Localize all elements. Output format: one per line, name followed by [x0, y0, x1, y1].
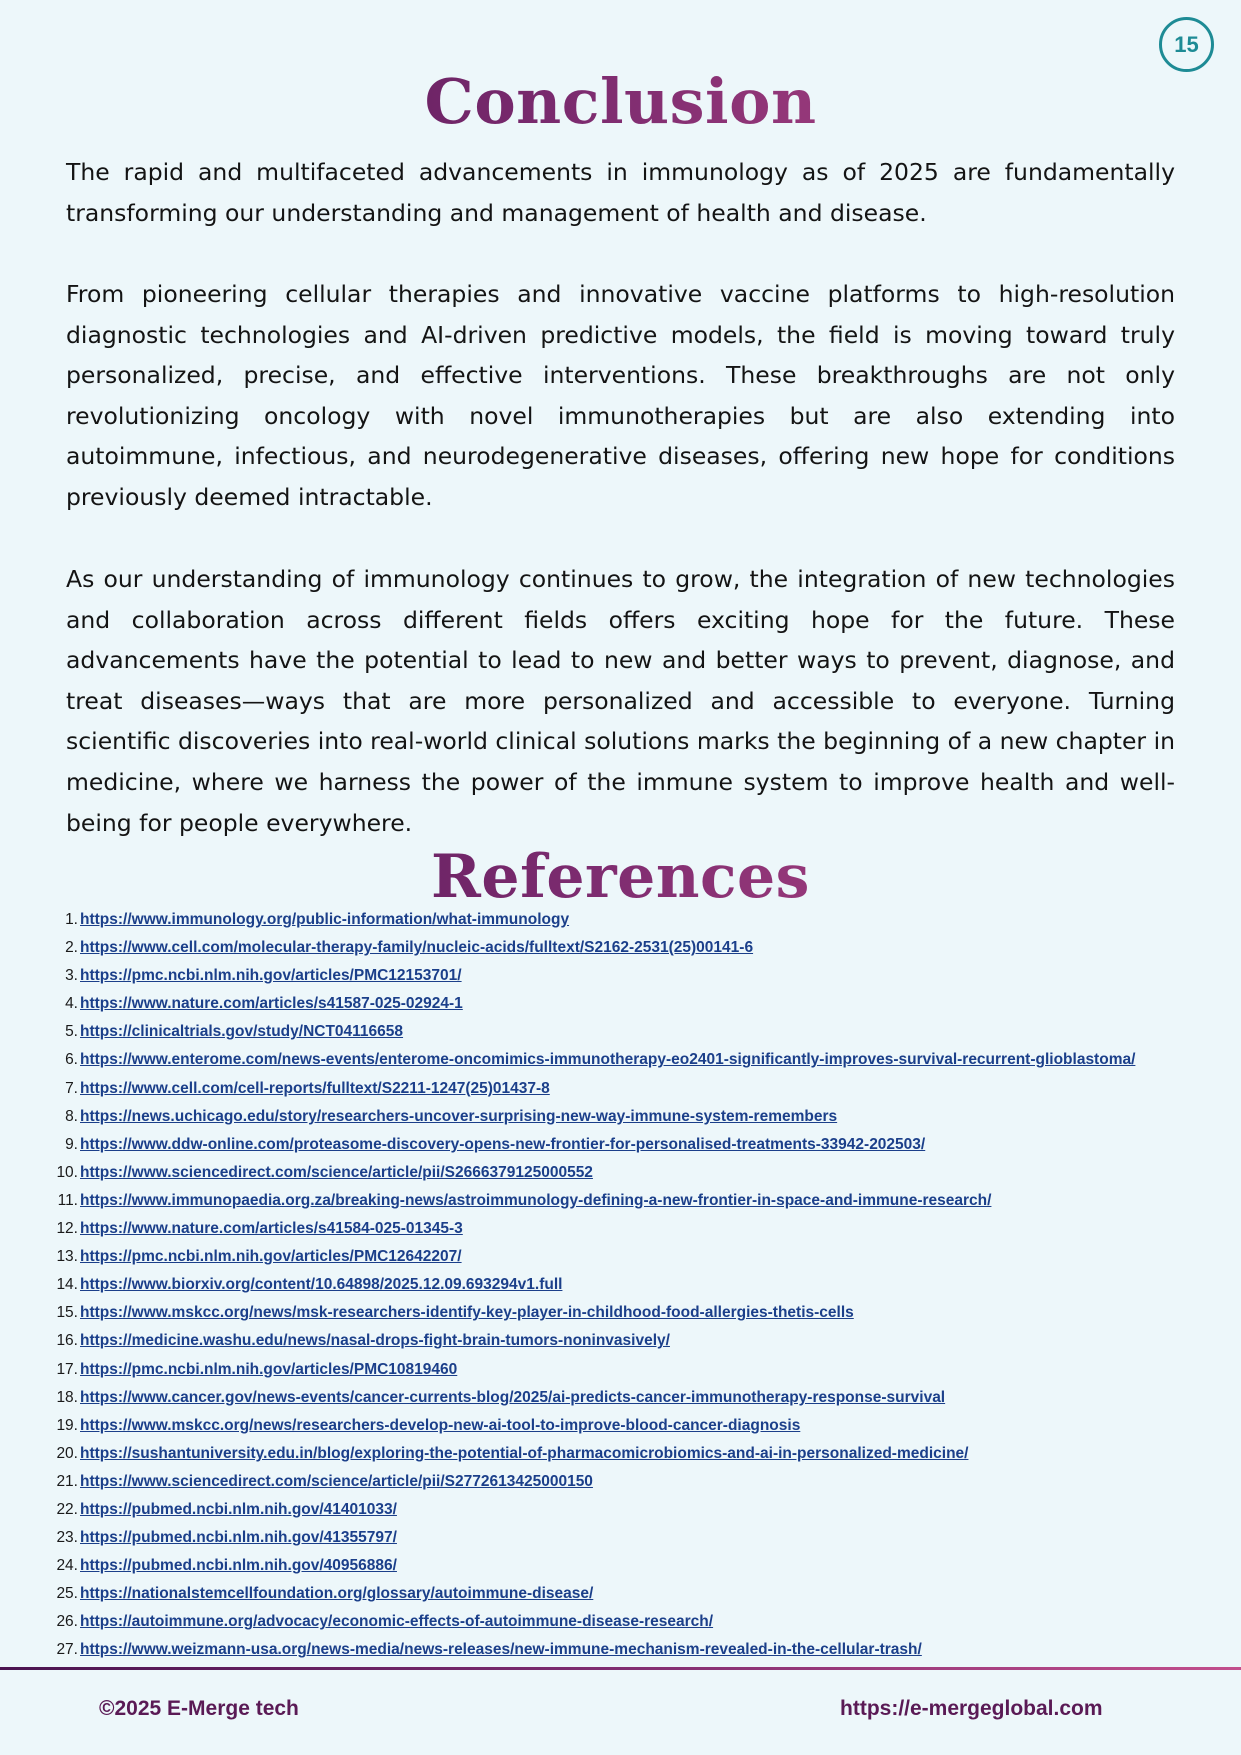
reference-number: 22. — [56, 1500, 78, 1518]
reference-item — [50, 1018, 1135, 1046]
footer-copyright: ©2025 E-Merge tech — [99, 1697, 299, 1720]
reference-item — [50, 1327, 1135, 1355]
reference-item — [50, 1636, 1135, 1664]
reference-link[interactable]: https://www.biorxiv.org/content/10.64898/2025.12.09.693294v1.full — [80, 1276, 563, 1294]
reference-number: 18. — [56, 1388, 78, 1406]
reference-link[interactable]: https://www.sciencedirect.com/science/article/pii/S2772613425000150 — [80, 1472, 593, 1490]
reference-number: 20. — [56, 1444, 78, 1462]
reference-item — [50, 1243, 1135, 1271]
reference-item — [50, 934, 1135, 962]
reference-link[interactable]: https://pubmed.ncbi.nlm.nih.gov/41355797/ — [80, 1529, 397, 1547]
reference-link[interactable]: https://pmc.ncbi.nlm.nih.gov/articles/PMC12642207/ — [80, 1248, 462, 1266]
reference-number: 21. — [56, 1472, 78, 1490]
reference-number: 8. — [65, 1107, 78, 1125]
reference-link[interactable]: https://nationalstemcellfoundation.org/glossary/autoimmune-disease/ — [80, 1585, 594, 1603]
reference-number: 27. — [56, 1641, 78, 1659]
reference-item — [50, 1608, 1135, 1636]
reference-item — [50, 1552, 1135, 1580]
paragraph-text: From pioneering cellular therapies and innovative vaccine platforms to high-resolution diagnostic technologies and AI-driven predictive models, the field is moving toward truly personalized, precise, and effective interventions. These breakthroughs are not only revolutionizing oncology with novel immunotherapies but are also extending into autoimmune, infectious, and neurodegenerative diseases, offering new hope for conditions previously deemed intractable. — [66, 280, 1175, 511]
reference-link[interactable]: https://www.immunology.org/public-information/what-immunology — [80, 911, 570, 928]
reference-item — [50, 990, 1135, 1018]
reference-item — [50, 1159, 1135, 1187]
reference-link[interactable]: https://www.mskcc.org/news/msk-researchers-identify-key-player-in-childhood-food-allergies-thetis-cells — [80, 1304, 854, 1322]
reference-link[interactable]: https://www.mskcc.org/news/researchers-develop-new-ai-tool-to-improve-blood-cancer-diagnosis — [80, 1416, 801, 1434]
reference-number: 3. — [65, 967, 78, 985]
reference-item — [50, 1412, 1135, 1440]
reference-item — [50, 1384, 1135, 1412]
reference-item — [50, 1215, 1135, 1243]
reference-number: 16. — [56, 1332, 78, 1350]
reference-link[interactable]: https://www.immunopaedia.org.za/breaking-news/astroimmunology-defining-a-new-frontier-in-space-and-immune-research/ — [80, 1191, 992, 1209]
reference-number: 4. — [65, 995, 78, 1013]
reference-link[interactable]: https://www.ddw-online.com/proteasome-discovery-opens-new-frontier-for-personalised-treatments-33942-202503/ — [80, 1135, 926, 1153]
reference-number: 24. — [56, 1557, 78, 1575]
reference-number: 13. — [56, 1248, 78, 1266]
reference-item — [50, 906, 1135, 934]
reference-number: 17. — [56, 1360, 78, 1378]
reference-item — [50, 1271, 1135, 1299]
reference-number: 5. — [65, 1023, 78, 1041]
reference-number: 26. — [56, 1613, 78, 1631]
reference-item — [50, 1187, 1135, 1215]
reference-link[interactable]: https://news.uchicago.edu/story/researchers-uncover-surprising-new-way-immune-system-remembers — [80, 1107, 838, 1125]
reference-number: 19. — [56, 1416, 78, 1434]
page-number-badge: 15 — [1159, 17, 1214, 72]
reference-link[interactable]: https://www.nature.com/articles/s41584-025-01345-3 — [80, 1220, 463, 1238]
paragraph-text: The rapid and multifaceted advancements in immunology as of 2025 are fundamentally transforming our understanding and management of health and disease. — [66, 158, 1175, 227]
footer-divider — [0, 1667, 1241, 1670]
reference-number: 15. — [56, 1304, 78, 1322]
reference-item — [50, 1580, 1135, 1608]
reference-link[interactable]: https://www.weizmann-usa.org/news-media/news-releases/new-immune-mechanism-revealed-in-the-cellular-trash/ — [80, 1641, 922, 1659]
reference-link[interactable]: https://sushantuniversity.edu.in/blog/exploring-the-potential-of-pharmacomicrobiomics-and-ai-in-personalized-medicine/ — [80, 1444, 969, 1462]
reference-link[interactable]: https://clinicaltrials.gov/study/NCT04116658 — [80, 1023, 404, 1041]
reference-item — [50, 1468, 1135, 1496]
reference-item — [50, 1046, 1135, 1074]
reference-item — [50, 1524, 1135, 1552]
reference-number: 12. — [56, 1220, 78, 1238]
reference-number: 7. — [65, 1079, 78, 1097]
reference-link[interactable]: https://www.nature.com/articles/s41587-025-02924-1 — [80, 995, 463, 1013]
reference-item — [50, 1496, 1135, 1524]
paragraph-text: As our understanding of immunology continues to grow, the integration of new technologies and collaboration across different fields offers exciting hope for the future. These advancements have the potential to lead to new and better ways to prevent, diagnose, and treat diseases—ways that are more personalized and accessible to everyone. Turning scientific discoveries into real-world clinical solutions marks the beginning of a new chapter in medicine, where we harness the power of the immune system to improve health and well-being for people everywhere. — [66, 565, 1175, 837]
reference-link[interactable]: https://pubmed.ncbi.nlm.nih.gov/40956886/ — [80, 1557, 397, 1575]
reference-link[interactable]: https://www.sciencedirect.com/science/article/pii/S2666379125000552 — [80, 1163, 593, 1181]
reference-number: 9. — [65, 1135, 78, 1153]
reference-link[interactable]: https://www.cell.com/molecular-therapy-family/nucleic-acids/fulltext/S2162-2531(25)00141-6 — [80, 939, 754, 957]
reference-number: 6. — [65, 1051, 78, 1069]
reference-item — [50, 1103, 1135, 1131]
reference-number: 11. — [57, 1191, 78, 1209]
reference-number: 1. — [65, 911, 78, 928]
reference-link[interactable]: https://www.enterome.com/news-events/enterome-oncomimics-immunotherapy-eo2401-significantly-improves-survival-recurrent-glioblastoma/ — [80, 1051, 1136, 1069]
references-list — [50, 906, 1135, 1665]
reference-item — [50, 1131, 1135, 1159]
footer-website-link[interactable]: https://e-mergeglobal.com — [840, 1697, 1103, 1720]
reference-link[interactable]: https://pubmed.ncbi.nlm.nih.gov/41401033/ — [80, 1500, 397, 1518]
reference-link[interactable]: https://pmc.ncbi.nlm.nih.gov/articles/PMC10819460 — [80, 1360, 458, 1378]
reference-item — [50, 1075, 1135, 1103]
conclusion-paragraph-3 — [66, 559, 1175, 843]
reference-link[interactable]: https://www.cell.com/cell-reports/fulltext/S2211-1247(25)01437-8 — [80, 1079, 550, 1097]
conclusion-heading: Conclusion — [0, 62, 1241, 142]
reference-link[interactable]: https://medicine.washu.edu/news/nasal-drops-fight-brain-tumors-noninvasively/ — [80, 1332, 670, 1350]
reference-number: 25. — [56, 1585, 78, 1603]
references-heading: References — [0, 840, 1241, 914]
reference-number: 2. — [65, 939, 78, 957]
reference-number: 10. — [56, 1163, 78, 1181]
reference-number: 23. — [56, 1529, 78, 1547]
conclusion-paragraph-1 — [66, 152, 1175, 233]
reference-item — [50, 1356, 1135, 1384]
reference-link[interactable]: https://autoimmune.org/advocacy/economic-effects-of-autoimmune-disease-research/ — [80, 1613, 714, 1631]
reference-link[interactable]: https://pmc.ncbi.nlm.nih.gov/articles/PMC12153701/ — [80, 967, 462, 985]
reference-number: 14. — [56, 1276, 78, 1294]
conclusion-paragraph-2 — [66, 274, 1175, 518]
reference-item — [50, 1299, 1135, 1327]
reference-item — [50, 962, 1135, 990]
reference-item — [50, 1440, 1135, 1468]
reference-link[interactable]: https://www.cancer.gov/news-events/cancer-currents-blog/2025/ai-predicts-cancer-immunotherapy-response-survival — [80, 1388, 946, 1406]
